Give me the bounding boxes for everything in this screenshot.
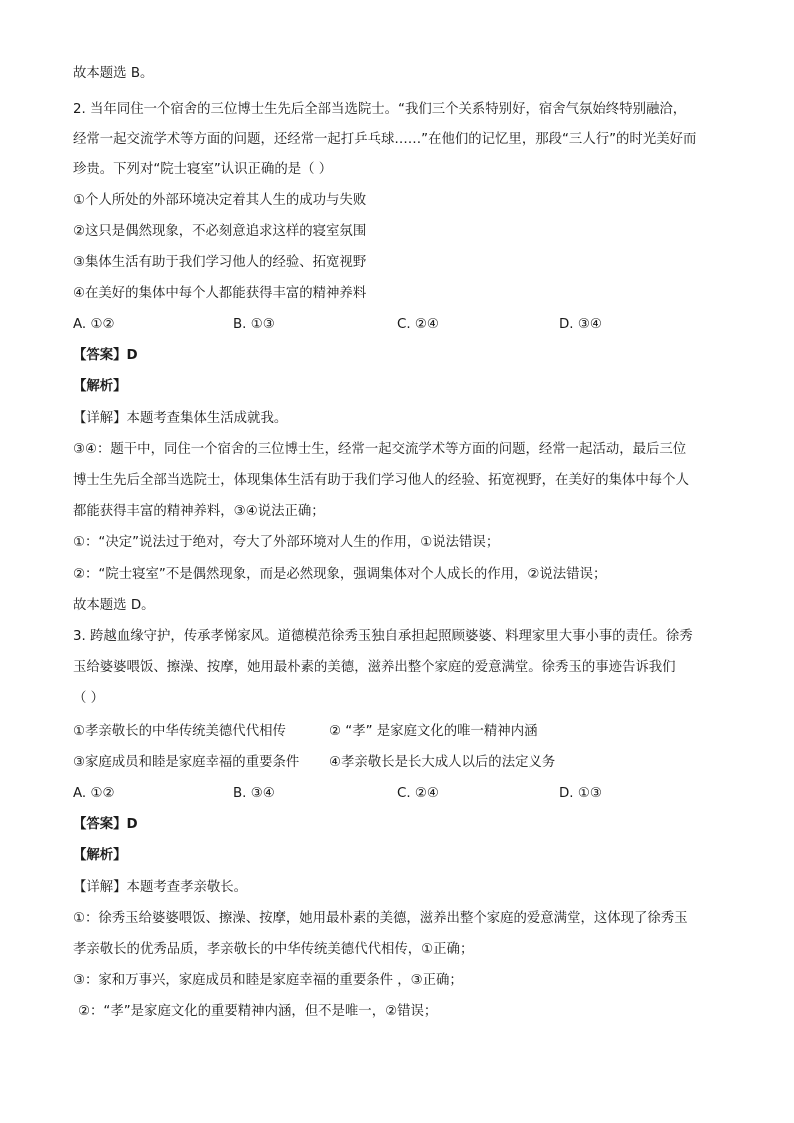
q3-explanation-2: ③：家和万事兴，家庭成员和睦是家庭幸福的重要条件 ，③正确； <box>73 973 463 988</box>
q3-option-a: A. ①② <box>73 786 115 801</box>
q3-option-d: D. ①③ <box>559 786 602 801</box>
q3-explanation-1-line-2: 孝亲敬长的优秀品质，孝亲敬长的中华传统美德代代相传，①正确； <box>73 942 474 957</box>
q2-analysis-label: 【解析】 <box>73 379 127 394</box>
q3-statement-1: ①孝亲敬长的中华传统美德代代相传 <box>73 724 286 739</box>
q2-explanation-3: ②：“院士寝室”不是偶然现象，而是必然现象，强调集体对个人成长的作用，②说法错误； <box>73 567 607 582</box>
q3-answer: 【答案】D <box>73 817 138 832</box>
q2-explanation-1-line-1: ③④：题干中，同住一个宿舍的三位博士生，经常一起交流学术等方面的问题，经常一起活动，最后三位 <box>73 442 687 457</box>
q2-statement-1: ①个人所处的外部环境决定着其人生的成功与失败 <box>73 193 367 208</box>
q3-stem-line-2: 玉给婆婆喂饭、擦澡、按摩，她用最朴素的美德，滋养出整个家庭的爱意满堂。徐秀玉的事迹告诉我们 <box>73 660 676 675</box>
q2-stem-line-2: 经常一起交流学术等方面的问题，还经常一起打乒乓球……”在他们的记忆里，那段“三人行”的时光美好而 <box>73 132 697 147</box>
q3-detail: 【详解】本题考查孝亲敬长。 <box>73 880 248 895</box>
q3-statement-4: ④孝亲敬长是长大成人以后的法定义务 <box>329 755 556 770</box>
q2-statement-4: ④在美好的集体中每个人都能获得丰富的精神养料 <box>73 286 367 301</box>
q2-conclusion: 故本题选 D。 <box>73 598 155 613</box>
q3-stem-line-1: 3. 跨越血缘守护，传承孝悌家风。道德模范徐秀玉独自承担起照顾婆婆、料理家里大事小事的责任。徐秀 <box>73 629 693 644</box>
q2-statement-3: ③集体生活有助于我们学习他人的经验、拓宽视野 <box>73 255 367 270</box>
q2-answer: 【答案】D <box>73 348 138 363</box>
q2-stem-line-1: 2. 当年同住一个宿舍的三位博士生先后全部当选院士。“我们三个关系特别好，宿舍气氛始终特别融洽， <box>73 102 687 117</box>
q3-statement-3: ③家庭成员和睦是家庭幸福的重要条件 <box>73 755 300 770</box>
q2-statement-2: ②这只是偶然现象，不必刻意追求这样的寝室氛围 <box>73 224 367 239</box>
q2-stem-line-3: 珍贵。下列对“院士寝室”认识正确的是（ ） <box>73 162 333 177</box>
q3-option-c: C. ②④ <box>397 786 439 801</box>
q2-explanation-1-line-3: 都能获得丰富的精神养料，③④说法正确； <box>73 504 325 519</box>
q3-stem-line-3: （ ） <box>73 691 105 706</box>
q2-explanation-1-line-2: 博士生先后全部当选院士，体现集体生活有助于我们学习他人的经验、拓宽视野，在美好的集体中每个人 <box>73 473 689 488</box>
q2-option-c: C. ②④ <box>397 317 439 332</box>
q2-option-d: D. ③④ <box>559 317 602 332</box>
q2-explanation-2: ①：“决定”说法过于绝对，夸大了外部环境对人生的作用，①说法错误； <box>73 535 500 550</box>
q3-explanation-3: ②：“孝”是家庭文化的重要精神内涵，但不是唯一，②错误； <box>78 1004 438 1019</box>
q3-explanation-1-line-1: ①：徐秀玉给婆婆喂饭、擦澡、按摩，她用最朴素的美德，滋养出整个家庭的爱意满堂，这体现了徐秀玉 <box>73 911 688 926</box>
q3-option-b: B. ③④ <box>233 786 275 801</box>
q3-analysis-label: 【解析】 <box>73 848 127 863</box>
q2-option-b: B. ①③ <box>233 317 275 332</box>
q2-option-a: A. ①② <box>73 317 115 332</box>
q3-statement-2: ② “孝” 是家庭文化的唯一精神内涵 <box>329 724 538 739</box>
q1-conclusion: 故本题选 B。 <box>73 66 154 81</box>
q2-detail: 【详解】本题考查集体生活成就我。 <box>73 411 288 426</box>
